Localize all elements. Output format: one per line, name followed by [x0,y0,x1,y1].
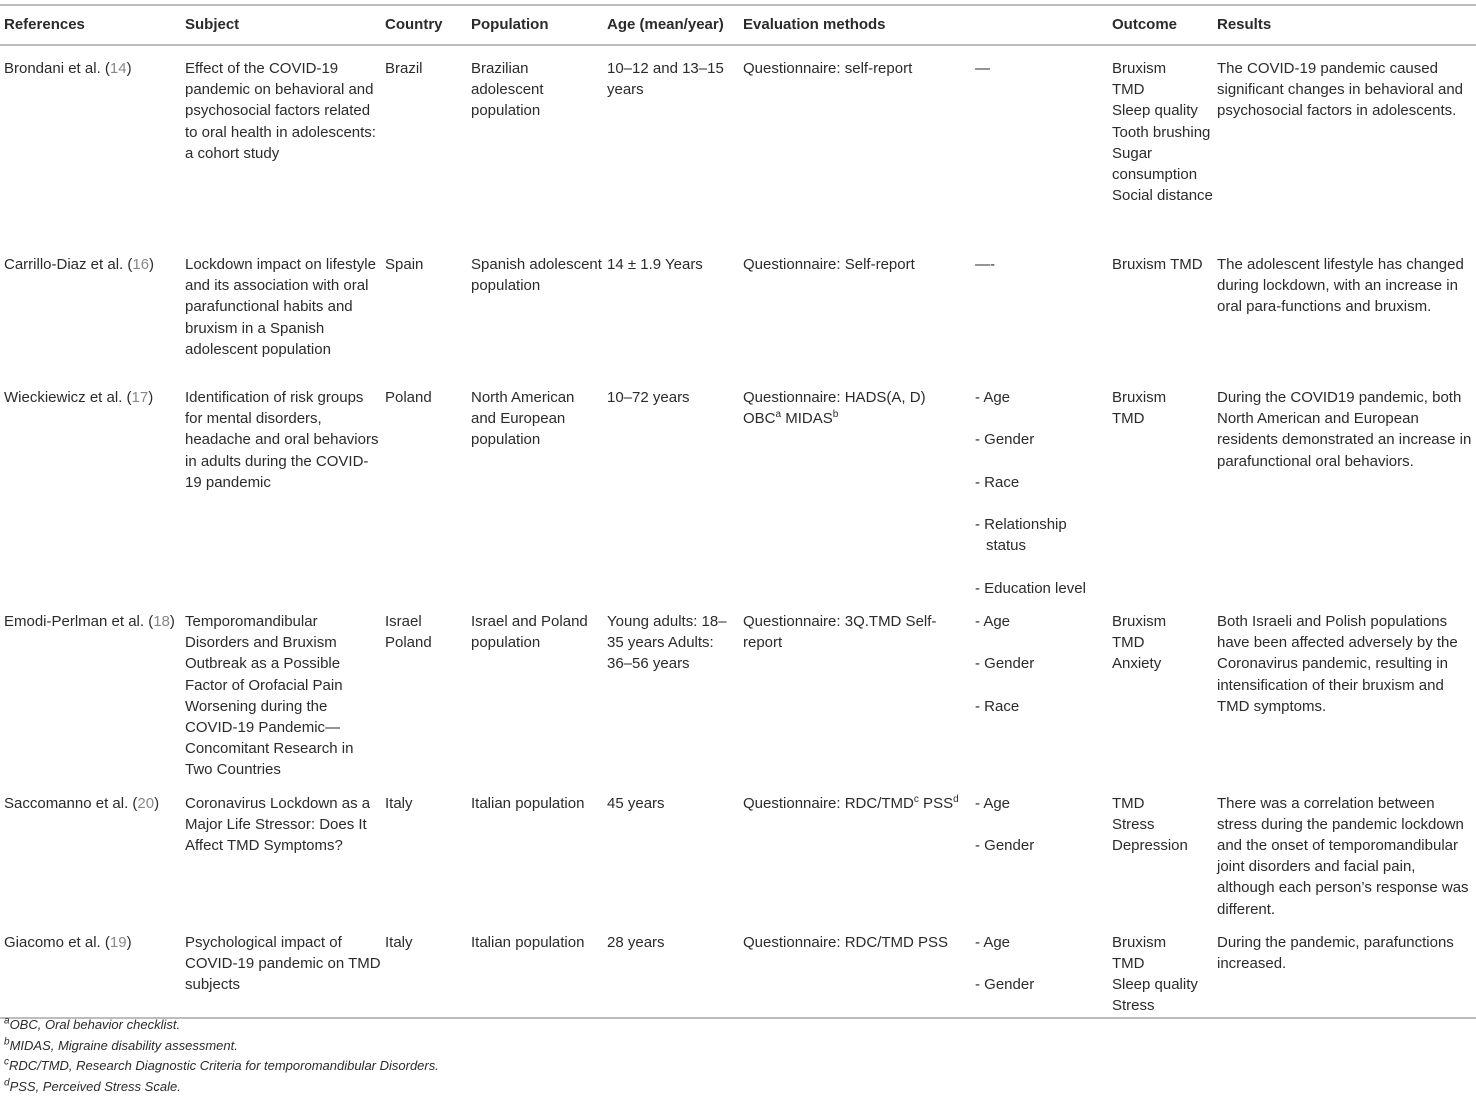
footnote-text: MIDAS, Migraine disability assessment. [9,1037,238,1053]
footnote-mark: d [4,1077,10,1089]
footnote-mark: c [913,793,919,805]
reference-link[interactable]: 20 [137,794,155,812]
factor-item: - Age [975,612,1011,630]
footnote [4,1015,439,1036]
country: Spain [385,256,424,273]
country: Italy [385,933,413,951]
subject-cell [181,242,381,375]
paren: ) [154,794,160,812]
outcome-item: Bruxism [1112,612,1167,630]
factor-item: — [975,60,990,77]
subject-cell [181,781,381,920]
age-cell [603,920,739,1018]
footnote-mark: a [4,1015,10,1027]
table-row [0,599,1476,781]
evaluation-method: OBC [743,410,776,428]
column-header [971,5,1108,45]
results-cell [1213,242,1476,375]
footnote-mark: a [775,409,782,421]
outcome-cell [1108,781,1213,920]
population: North American and European population [471,389,575,449]
evaluation-cell [739,781,971,920]
outcome-item: Social distance [1112,187,1213,205]
country: Israel Poland [385,612,432,652]
results: The COVID-19 pandemic caused significant changes in behavioral and psychosocial factors in adolescents. [1217,60,1463,120]
results: Both Israeli and Polish populations have been affected adversely by the Coronavirus pandemic, resulting in intensification of their bruxism and TMD symptoms. [1217,612,1458,715]
evaluation-cell [739,242,971,375]
age: 45 years [607,794,665,812]
footnote-text: OBC, Oral behavior checklist. [9,1017,181,1032]
column-header: Country [381,5,467,45]
outcome-item: Sleep quality [1112,976,1198,994]
column-header: Outcome [1108,5,1213,45]
results-cell [1213,375,1476,599]
results-cell [1213,920,1476,1018]
reference-link[interactable]: 14 [109,60,127,77]
population-cell [467,599,603,781]
subject: Identification of risk groups for mental disorders, headache and oral behaviors in adults during the COVID-19 pandemic [185,389,379,491]
author: Carrillo-Diaz et al. ( [4,256,133,273]
outcome-item: Stress [1112,997,1155,1015]
table-row [0,242,1476,375]
country: Italy [385,794,413,812]
results-cell [1213,599,1476,781]
footnote [4,1077,439,1098]
evaluation-cell [739,920,971,1018]
subject: Temporomandibular Disorders and Bruxism Outbreak as a Possible Factor of Orofacial Pain Worsening during the COVID-19 Pandemic—Concomitant Research in Two Countries [185,612,354,779]
evaluation-cell [739,375,971,599]
age-cell [603,599,739,781]
age-cell [603,242,739,375]
outcome-item: TMD [1112,955,1145,973]
outcome-item: TMD [1112,794,1145,812]
table-row [0,920,1476,1018]
factor-item: - Age [975,389,1011,406]
reference-cell [0,45,181,242]
outcome-item: TMD [1112,410,1145,428]
table-row [0,375,1476,599]
country-cell [381,781,467,920]
factors-cell [971,599,1108,781]
factors-cell [971,375,1108,599]
country-cell [381,599,467,781]
outcome-item: Bruxism [1112,60,1167,77]
factors-cell [971,781,1108,920]
outcome-item: Bruxism TMD [1112,256,1203,273]
factors-cell [971,242,1108,375]
factor-item: - Race [975,473,1020,491]
population: Italian population [471,794,585,812]
results: There was a correlation between stress during the pandemic lockdown and the onset of temporomandibular joint disorders and facial pain, although each person’s response was different. [1217,794,1469,918]
subject: Effect of the COVID-19 pandemic on behavioral and psychosocial factors related to oral health in adolescents: a cohort study [185,60,376,162]
outcome-cell [1108,599,1213,781]
factor-item: - Age [975,933,1011,951]
population: Spanish adolescent population [471,256,602,295]
column-header: Evaluation methods [739,5,971,45]
studies-table [0,4,1476,1019]
results: During the COVID19 pandemic, both North American and European residents demonstrated an increase in parafunctional oral behaviors. [1217,389,1472,470]
evaluation-cell [739,599,971,781]
evaluation-method: PSS [918,794,954,812]
factor-item: - Gender [975,655,1035,673]
factor-item: —- [975,256,995,273]
population: Brazilian adolescent population [471,60,544,120]
footnote-mark: b [4,1036,10,1048]
evaluation-method: Questionnaire: Self-report [743,256,915,273]
author: Wieckiewicz et al. ( [4,389,132,406]
subject-cell [181,920,381,1018]
outcome-cell [1108,45,1213,242]
outcome-item: Anxiety [1112,655,1162,673]
age: Young adults: 18–35 years Adults: 36–56 years [607,612,727,673]
reference-link[interactable]: 16 [132,256,150,273]
age-cell [603,45,739,242]
paren: ) [126,60,132,77]
subject-cell [181,375,381,599]
outcome-item: TMD [1112,634,1145,652]
country-cell [381,242,467,375]
outcome-cell [1108,920,1213,1018]
reference-cell [0,599,181,781]
outcome-cell [1108,375,1213,599]
factor-item: - Gender [975,431,1035,449]
author: Emodi-Perlman et al. ( [4,612,154,630]
header-row [0,5,1476,45]
footnotes [4,1015,439,1098]
country-cell [381,375,467,599]
footnote [4,1036,439,1057]
outcome-item: Bruxism [1112,389,1167,406]
outcome-item: Sleep quality [1112,102,1198,120]
reference-link[interactable]: 17 [131,389,149,406]
subject-cell [181,599,381,781]
reference-cell [0,242,181,375]
factors-cell [971,920,1108,1018]
footnote-mark: d [953,793,959,805]
evaluation-method: Questionnaire: RDC/TMD [743,794,914,812]
country: Brazil [385,60,423,77]
factor-item: - Age [975,794,1011,812]
factors-cell [971,45,1108,242]
age: 10–12 and 13–15 years [607,60,724,99]
footnote [4,1056,439,1077]
author: Saccomanno et al. ( [4,794,138,812]
evaluation-method: Questionnaire: self-report [743,60,913,77]
column-header: References [0,5,181,45]
subject: Lockdown impact on lifestyle and its association with oral parafunctional habits and bruxism in a Spanish adolescent population [185,256,376,358]
outcome-cell [1108,242,1213,375]
table-row [0,45,1476,242]
reference-cell [0,781,181,920]
age: 14 ± 1.9 Years [607,256,703,273]
factor-item: - Gender [975,836,1035,854]
population-cell [467,45,603,242]
results-cell [1213,45,1476,242]
author: Brondani et al. ( [4,60,110,77]
results: The adolescent lifestyle has changed during lockdown, with an increase in oral para-functions and bruxism. [1217,256,1464,316]
age: 28 years [607,933,665,951]
paren: ) [169,612,175,630]
country-cell [381,45,467,242]
population-cell [467,781,603,920]
subject: Psychological impact of COVID-19 pandemic on TMD subjects [185,933,381,994]
column-header: Results [1213,5,1476,45]
population: Israel and Poland population [471,612,588,652]
country-cell [381,920,467,1018]
paren: ) [149,256,155,273]
paren: ) [148,389,154,406]
subject: Coronavirus Lockdown as a Major Life Stressor: Does It Affect TMD Symptoms? [185,794,371,854]
outcome-item: TMD [1112,81,1145,99]
subject-cell [181,45,381,242]
results-cell [1213,781,1476,920]
age-cell [603,375,739,599]
column-header: Population [467,5,603,45]
reference-cell [0,920,181,1018]
footnote-mark: b [832,409,839,421]
evaluation-method: Questionnaire: HADS(A, D) [743,389,926,406]
reference-cell [0,375,181,599]
country: Poland [385,389,432,406]
factor-item: - Race [975,697,1020,715]
factor-item: - Relationship status [975,516,1067,555]
evaluation-method: Questionnaire: 3Q.TMD Self-report [743,612,937,652]
outcome-item: Bruxism [1112,933,1167,951]
table-row [0,781,1476,920]
footnote-text: PSS, Perceived Stress Scale. [9,1079,181,1095]
footnote-mark: c [4,1057,9,1069]
population-cell [467,920,603,1018]
author: Giacomo et al. ( [4,933,110,951]
outcome-item: Tooth brushing [1112,123,1211,141]
factor-item: - Gender [975,976,1035,994]
column-header: Age (mean/year) [603,5,739,45]
population-cell [467,242,603,375]
results: During the pandemic, parafunctions increased. [1217,933,1454,973]
outcome-item: Depression [1112,837,1188,854]
age: 10–72 years [607,389,690,406]
column-header: Subject [181,5,381,45]
reference-link[interactable]: 18 [153,612,170,630]
population-cell [467,375,603,599]
evaluation-cell [739,45,971,242]
reference-link[interactable]: 19 [109,933,127,951]
footnote-text: RDC/TMD, Research Diagnostic Criteria for temporomandibular Disorders. [9,1058,439,1074]
paren: ) [126,933,132,951]
evaluation-method: MIDAS [781,410,833,428]
population: Italian population [471,933,585,951]
age-cell [603,781,739,920]
factor-item: - Education level [975,579,1086,597]
evaluation-method: Questionnaire: RDC/TMD PSS [743,933,949,951]
outcome-item: Sugar consumption [1112,144,1198,184]
outcome-item: Stress [1112,815,1155,833]
